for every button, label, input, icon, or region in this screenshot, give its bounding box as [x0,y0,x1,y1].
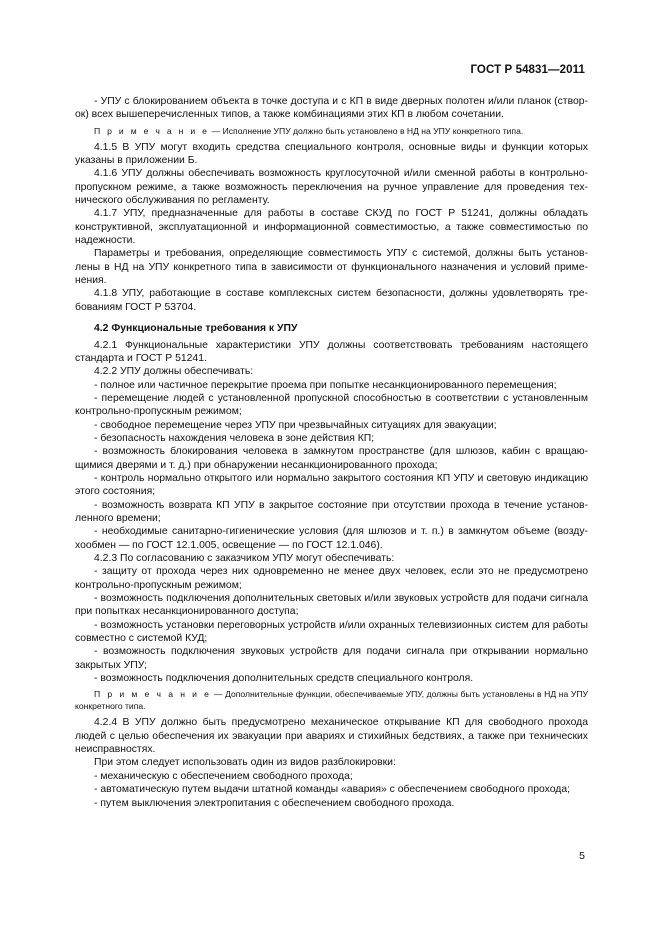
note-label: П р и м е ч а н и е [94,125,210,136]
list-item: - полное или частичное перекрытие проема при попытке несанкционированного перемещения; [94,379,557,391]
note-1 [75,125,588,137]
paragraph-4-1-8: 4.1.8 УПУ, работающие в составе комплексных систем безопасности, должны удовлетворять требованиям ГОСТ Р 53704. [75,288,588,313]
note-text: — Дополнительные функции, обеспечиваемые УПУ, должны быть установлены в НД на УПУ конкретного типа. [75,689,588,712]
page-content [75,95,588,810]
list-item: - путем выключения электропитания с обеспечением свободного прохода. [94,797,455,809]
list-item: - механическую с обеспечением свободного прохода; [94,770,353,782]
list-item: - возможность блокирования человека в замкнутом пространстве (для шлюзов, кабин с вращающимися дверями и т. д.) при обнаружении несанкционированного прохода; [75,446,588,471]
paragraph-4-1-6: 4.1.6 УПУ должны обеспечивать возможность круглосуточной и/или сменной работы в контрольно-пропускном режиме, а также возможность переключения на ручное управление для проведения технического обслуживания по регламенту. [75,168,588,207]
paragraph-4-2-1: 4.2.1 Функциональные характеристики УПУ должны соответствовать требованиям настоящего стандарта и ГОСТ Р 51241. [75,339,588,364]
paragraph-4-2-2: 4.2.2 УПУ должны обеспечивать: [94,366,254,378]
list-item: - перемещение людей с установленной пропускной способностью в соответствии с установленным контрольно-пропускным режимом; [75,392,588,418]
paragraph-4-1-7: 4.1.7 УПУ, предназначенные для работы в составе СКУД по ГОСТ Р 51241, должны обладать конструктивной, эксплуатационной и информационной совместимостью, а также совместимостью по надежности. [75,208,588,247]
list-item: - безопасность нахождения человека в зоне действия КП; [94,432,375,444]
paragraph-4-1-7-parameters: Параметры и требования, определяющие совместимость УПУ с системой, должны быть установлены в НД на УПУ конкретного типа в зависимости от функционального назначения и условий применения. [75,248,588,287]
list-item: - автоматическую путем выдачи штатной команды «авария» с обеспечением свободного прохода; [94,784,571,796]
list-item: - возможность подключения звуковых устройств для подачи сигнала при открывании нормально закрытых УПУ; [75,646,588,671]
section-heading-4-2: 4.2 Функциональные требования к УПУ [94,323,298,335]
list-item: - свободное перемещение через УПУ при чрезвычайных ситуациях для эвакуации; [94,419,497,431]
paragraph-bullet-door: - УПУ с блокированием объекта в точке доступа и с КП в виде дверных полотен и/или планок (створок) всех вышеперечисленных типов, а также комбинациями этих КП в любом сочетании. [75,96,588,121]
list-item: - возможность подключения дополнительных средств специального контроля. [94,673,474,685]
note-2 [75,688,588,712]
list-item: - возможность установки переговорных устройств и/или охранных телевизионных систем для работы совместно с системой КУД; [75,619,588,645]
list-item: - возможность возврата КП УПУ в закрытое состояние при отсутствии прохода в течение установленного времени; [75,499,588,524]
standard-header: ГОСТ Р 54831—2011 [470,64,585,76]
note-text: — Исполнение УПУ должно быть установлено в НД на УПУ конкретного типа. [209,125,524,136]
paragraph-4-2-3: 4.2.3 По согласованию с заказчиком УПУ могут обеспечивать: [94,553,395,564]
paragraph-4-1-5: 4.1.5 В УПУ могут входить средства специального контроля, основные виды и функции которых указаны в приложении Б. [75,141,588,167]
note-label: П р и м е ч а н и е [94,689,212,700]
list-item: - необходимые санитарно-гигиенические условия (для шлюзов и т. п.) в замкнутом объеме (воздухообмен — по ГОСТ 12.1.005, освещение — по ГОСТ 12.1.046). [75,526,588,551]
list-item: - возможность подключения дополнительных световых и/или звуковых устройств для подачи сигнала при попытках несанкционированного доступа; [75,593,588,618]
paragraph-4-2-4-unlock: При этом следует использовать один из видов разблокировки: [94,757,396,769]
page-number: 5 [579,850,585,862]
list-item: - контроль нормально открытого или нормально закрытого состояния КП УПУ и световую индикацию этого состояния; [75,472,588,498]
paragraph-4-2-4: 4.2.4 В УПУ должно быть предусмотрено механическое открывание КП для свободного прохода людей с целью обеспечения их эвакуации при авариях и стихийных бедствиях, а также при технических неисправностях. [75,717,588,756]
list-item: - защиту от прохода через них одновременно не менее двух человек, если это не предусмотрено контрольно-пропускным режимом; [75,566,588,591]
